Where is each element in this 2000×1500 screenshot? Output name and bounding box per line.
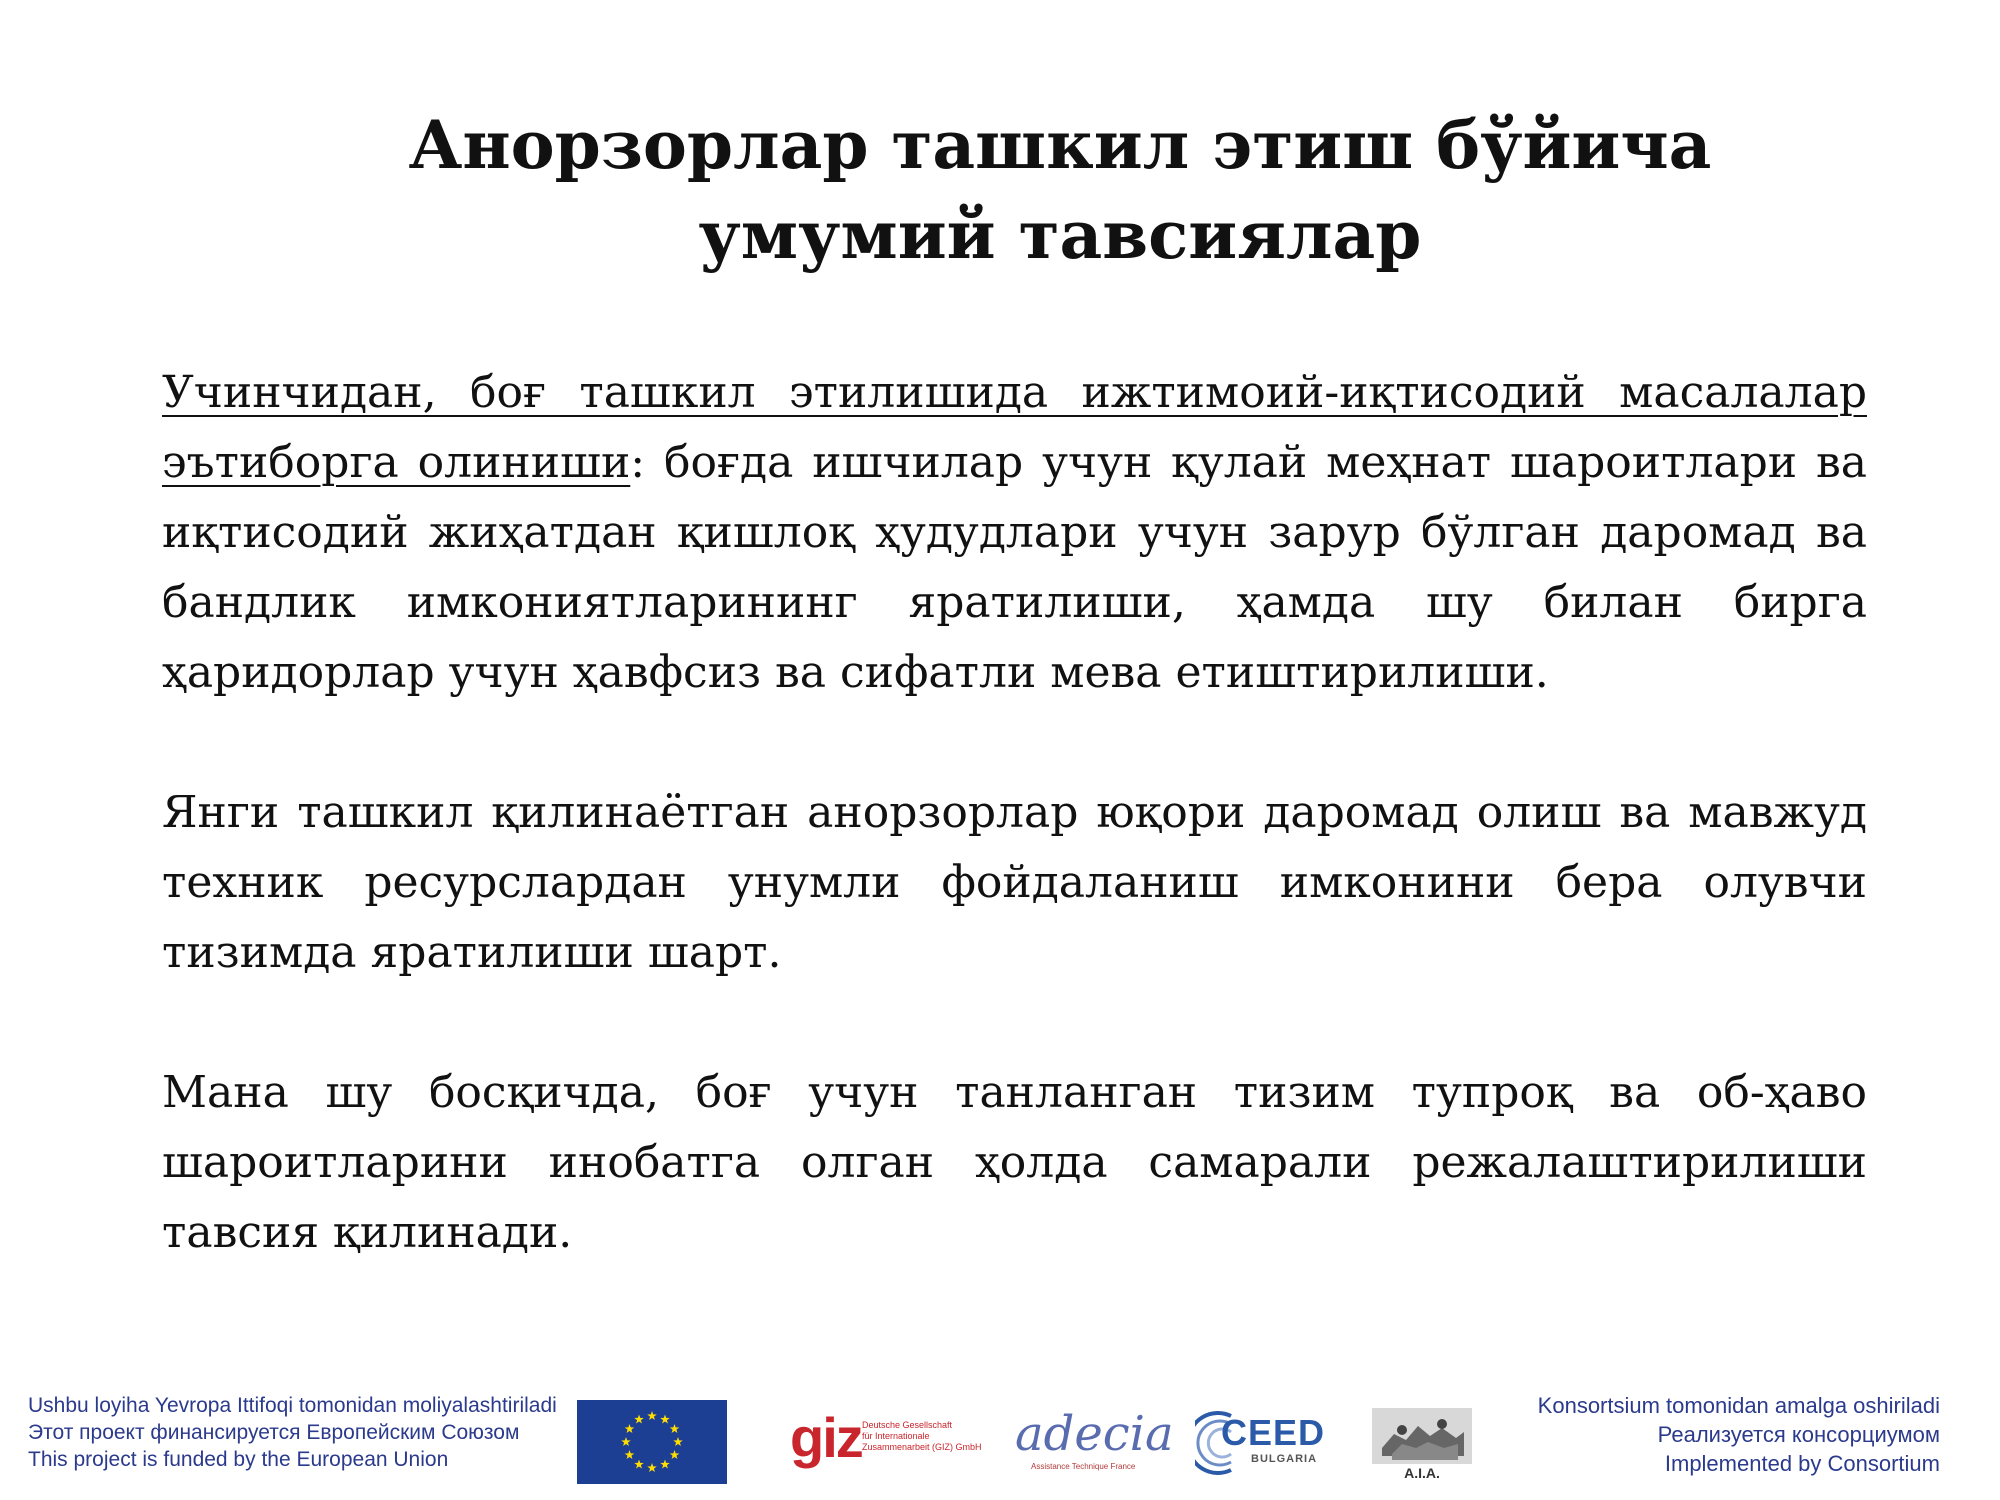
- giz-logo-mark: giz: [790, 1406, 862, 1469]
- funding-statement: [28, 1392, 557, 1473]
- funding-line-ru: Этот проект финансируется Европейским Союзом: [28, 1421, 520, 1444]
- title-line-2: умумий тавсиялар: [698, 196, 1422, 274]
- giz-logo: [790, 1406, 990, 1472]
- funding-line-uz: Ushbu loyiha Yevropa Ittifoqi tomonidan moliyalashtiriladi: [28, 1394, 557, 1417]
- adecia-logo: [1015, 1406, 1174, 1478]
- paragraph-2: Янги ташкил қилинаётган анорзорлар юқори даромад олиш ва мавжуд техник ресурслардан унумли фойдаланиш имконини бера олувчи тизимда яратилиши шарт.: [162, 787, 1867, 978]
- ceed-logo: [1195, 1408, 1325, 1478]
- adecia-logo-mark: adecia: [1015, 1406, 1174, 1462]
- aia-logo-text: A.I.A.: [1404, 1465, 1440, 1481]
- giz-text-line: für Internationale: [862, 1431, 930, 1441]
- funding-line-en: This project is funded by the European Union: [28, 1448, 449, 1471]
- eu-flag-logo: [577, 1400, 727, 1484]
- adecia-logo-subtitle: Assistance Technique France: [1031, 1462, 1136, 1471]
- consortium-line-uz: Konsortsium tomonidan amalga oshiriladi: [1537, 1393, 1940, 1418]
- aia-logo: [1372, 1408, 1472, 1482]
- paragraph-1-underlined-lead: Учинчидан, боғ ташкил этилишида ижтимоий-иқтисодий масалалар эътиборга олиниши: [162, 367, 1867, 488]
- giz-logo-text: [862, 1420, 982, 1453]
- consortium-line-ru: Реализуется консорциумом: [1657, 1422, 1940, 1447]
- eu-stars-icon: [577, 1400, 727, 1484]
- paragraph-1-text: : боғда ишчилар учун қулай меҳнат шароитлари ва иқтисодий жиҳатдан қишлоқ ҳудудлари учун зарур бўлган даромад ва бандлик имкониятларининг яратилиши, ҳамда шу билан бирга ҳаридорлар учун ҳавфсиз ва сифатли мева етиштирилиши.: [162, 437, 1868, 698]
- page-title: [0, 100, 2000, 280]
- consortium-line-en: Implemented by Consortium: [1664, 1451, 1940, 1476]
- ceed-logo-mark: CEED: [1221, 1412, 1326, 1453]
- aia-animals-icon: [1372, 1408, 1472, 1482]
- consortium-statement: [1538, 1391, 1940, 1478]
- ceed-logo-subtitle: BULGARIA: [1251, 1453, 1318, 1465]
- giz-text-line: Zusammenarbeit (GIZ) GmbH: [862, 1442, 982, 1452]
- title-line-1: Анорзорлар ташкил этиш бўйича: [408, 106, 1712, 184]
- paragraph-1: [162, 358, 1867, 708]
- paragraph-3: Мана шу босқичда, боғ учун танланган тизим тупроқ ва об-ҳаво шароитларини инобатга олган ҳолда самарали режалаштирилиши тавсия қилинади.: [162, 1067, 1867, 1258]
- giz-text-line: Deutsche Gesellschaft: [862, 1420, 953, 1430]
- body-text: [162, 358, 1867, 1268]
